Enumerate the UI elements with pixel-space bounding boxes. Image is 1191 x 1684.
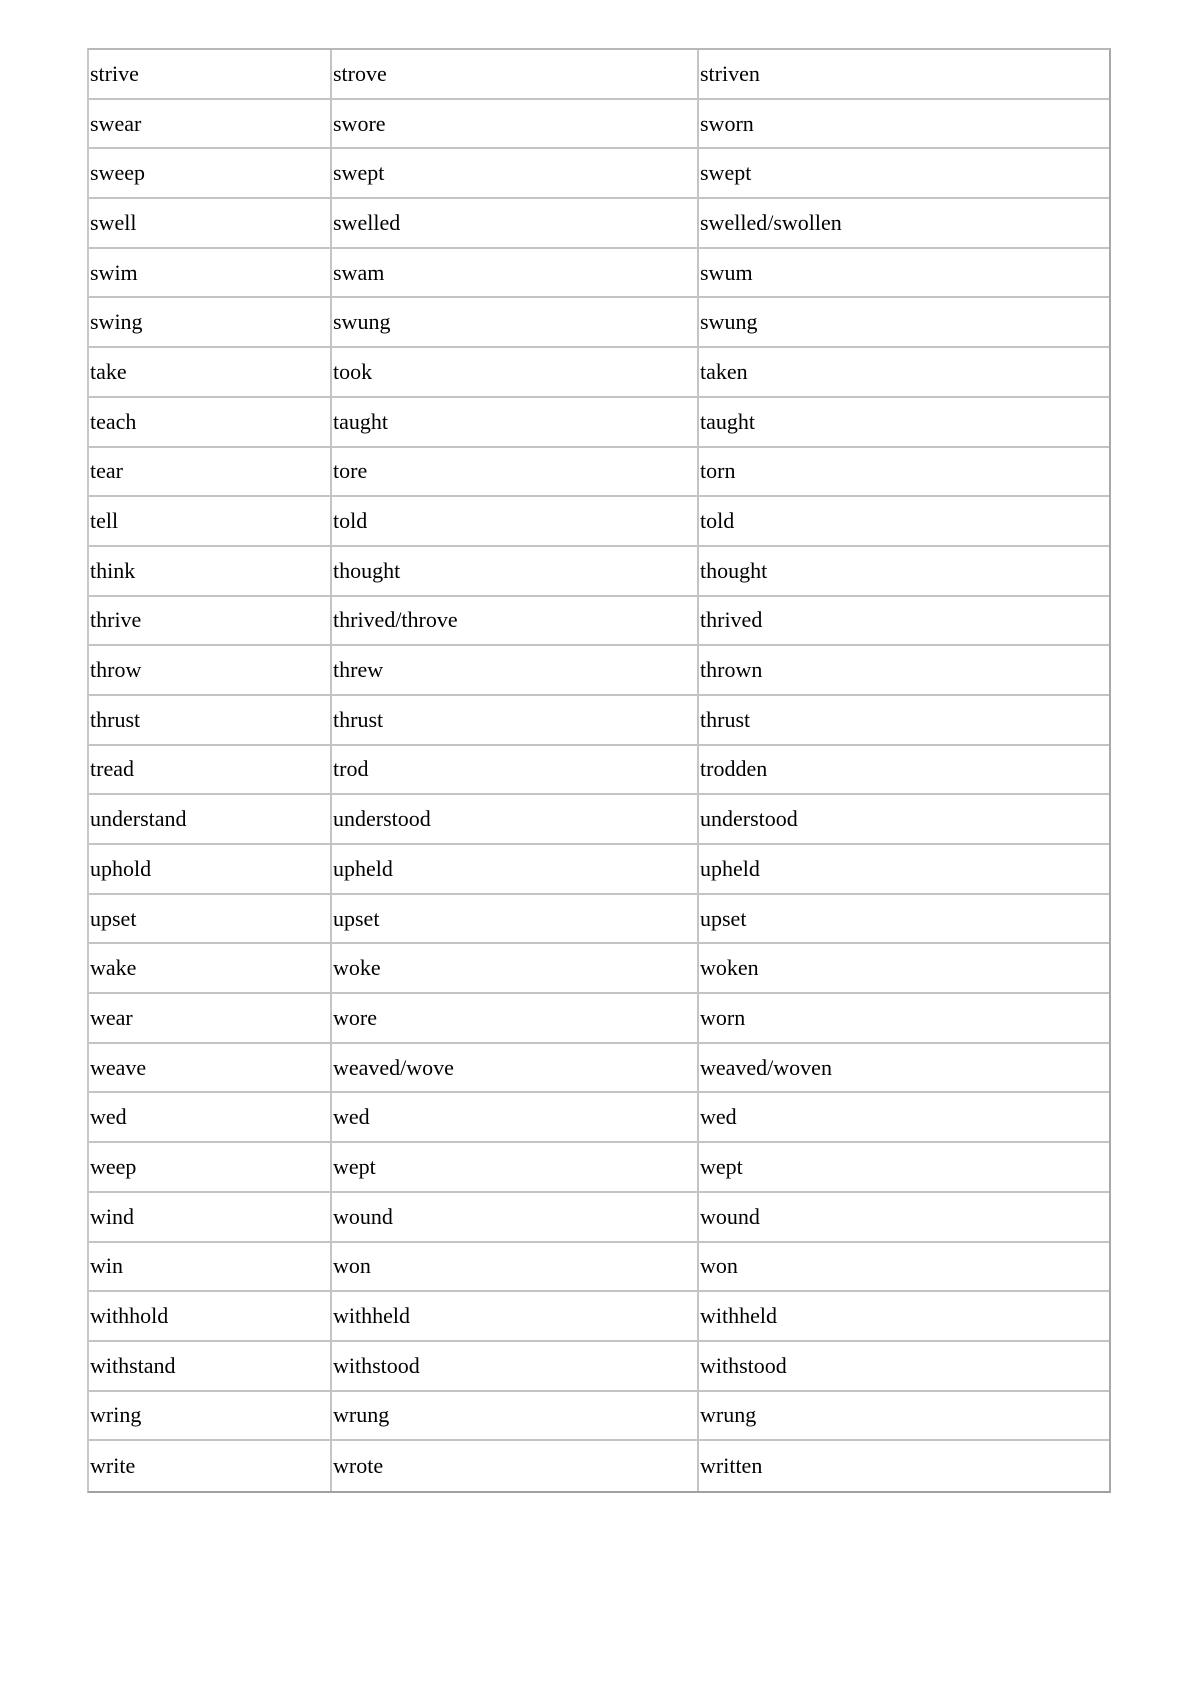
past-simple-cell: wept [332,1143,699,1193]
table-row [89,398,1109,448]
past-participle-cell: thrust [699,696,1109,746]
past-simple-cell: taught [332,398,699,448]
base-form-cell: wake [89,944,332,994]
table-row [89,100,1109,150]
past-participle-cell: written [700,1453,763,1479]
base-form-cell: swear [89,100,332,150]
table-row [89,597,1109,647]
past-participle-cell: woken [699,944,1109,994]
past-simple-cell: thrust [332,696,699,746]
table-row [89,1292,1109,1342]
past-simple-cell: weaved/wove [332,1044,699,1094]
past-participle-cell: taught [699,398,1109,448]
past-simple-cell: wrung [332,1392,699,1442]
past-participle-cell: understood [699,795,1109,845]
table-row [89,547,1109,597]
base-form-cell: throw [89,646,332,696]
past-simple-cell: threw [332,646,699,696]
base-form-cell: tell [89,497,332,547]
verb-table-body [89,50,1109,1491]
past-simple-cell: wore [332,994,699,1044]
table-row [89,348,1109,398]
table-row [89,795,1109,845]
past-simple-cell: swam [332,249,699,299]
past-simple-cell: thought [332,547,699,597]
base-form-cell: wear [89,994,332,1044]
past-participle-cell: won [699,1243,1109,1293]
past-participle-cell: swum [699,249,1109,299]
past-participle-cell: weaved/woven [699,1044,1109,1094]
past-participle-cell: upset [699,895,1109,945]
past-participle-cell: thought [699,547,1109,597]
past-participle-cell: swung [699,298,1109,348]
base-form-cell: withhold [89,1292,332,1342]
past-simple-cell: understood [332,795,699,845]
table-row [89,1044,1109,1094]
table-row [89,646,1109,696]
past-simple-cell: withstood [332,1342,699,1392]
table-row [89,1143,1109,1193]
table-row [89,1243,1109,1293]
past-participle-cell: striven [699,50,1109,100]
past-participle-cell: upheld [699,845,1109,895]
past-participle-cell: trodden [699,746,1109,796]
table-row [89,746,1109,796]
past-simple-cell: wrote [332,1441,699,1491]
past-participle-cell: wept [699,1143,1109,1193]
table-row [89,1392,1109,1442]
past-simple-cell: wed [332,1093,699,1143]
past-participle-cell: thrown [699,646,1109,696]
past-simple-cell: took [332,348,699,398]
base-form-cell: take [89,348,332,398]
table-row [89,1193,1109,1243]
past-simple-cell: thrived/throve [332,597,699,647]
past-simple-cell: upheld [332,845,699,895]
past-simple-cell: strove [332,50,699,100]
base-form-cell: upset [89,895,332,945]
base-form-cell: win [89,1243,332,1293]
past-participle-cell: swept [699,149,1109,199]
table-row [89,249,1109,299]
table-row [89,895,1109,945]
table-row [89,1441,1109,1491]
table-row [89,696,1109,746]
base-form-cell: swim [89,249,332,299]
base-form-cell: swell [89,199,332,249]
past-simple-cell: wound [332,1193,699,1243]
past-simple-cell: swung [332,298,699,348]
past-simple-cell: woke [332,944,699,994]
base-form-cell: withstand [89,1342,332,1392]
table-row [89,298,1109,348]
past-simple-cell: swelled [332,199,699,249]
base-form-cell: weep [89,1143,332,1193]
table-row [89,1093,1109,1143]
past-participle-cell: wed [699,1093,1109,1143]
base-form-cell: wed [89,1093,332,1143]
base-form-cell: sweep [89,149,332,199]
past-participle-cell: worn [699,994,1109,1044]
past-participle-cell: sworn [699,100,1109,150]
past-participle-cell: taken [699,348,1109,398]
past-participle-cell: torn [699,448,1109,498]
past-simple-cell: trod [332,746,699,796]
base-form-cell: teach [89,398,332,448]
base-form-cell: think [89,547,332,597]
table-row [89,944,1109,994]
irregular-verbs-table [87,48,1111,1493]
table-row [89,497,1109,547]
table-row [89,1342,1109,1392]
past-simple-cell: upset [332,895,699,945]
table-row [89,845,1109,895]
past-simple-cell: swept [332,149,699,199]
base-form-cell: tear [89,448,332,498]
base-form-cell: swing [89,298,332,348]
base-form-cell: weave [89,1044,332,1094]
past-participle-cell: wrung [699,1392,1109,1442]
past-simple-cell: withheld [332,1292,699,1342]
base-form-cell: write [89,1441,332,1491]
table-row [89,149,1109,199]
base-form-cell: understand [89,795,332,845]
table-row [89,50,1109,100]
past-participle-cell: swelled/swollen [699,199,1109,249]
past-participle-cell: wound [699,1193,1109,1243]
base-form-cell: uphold [89,845,332,895]
past-participle-cell: told [699,497,1109,547]
base-form-cell: thrive [89,597,332,647]
past-simple-cell: won [332,1243,699,1293]
past-participle-cell: thrived [699,597,1109,647]
past-simple-cell: swore [332,100,699,150]
base-form-cell: wring [89,1392,332,1442]
past-participle-cell: withstood [699,1342,1109,1392]
table-row [89,994,1109,1044]
past-simple-cell: told [332,497,699,547]
base-form-cell: strive [89,50,332,100]
past-participle-cell: withheld [699,1292,1109,1342]
base-form-cell: tread [89,746,332,796]
base-form-cell: thrust [89,696,332,746]
past-simple-cell: tore [332,448,699,498]
table-row [89,448,1109,498]
base-form-cell: wind [89,1193,332,1243]
table-row [89,199,1109,249]
